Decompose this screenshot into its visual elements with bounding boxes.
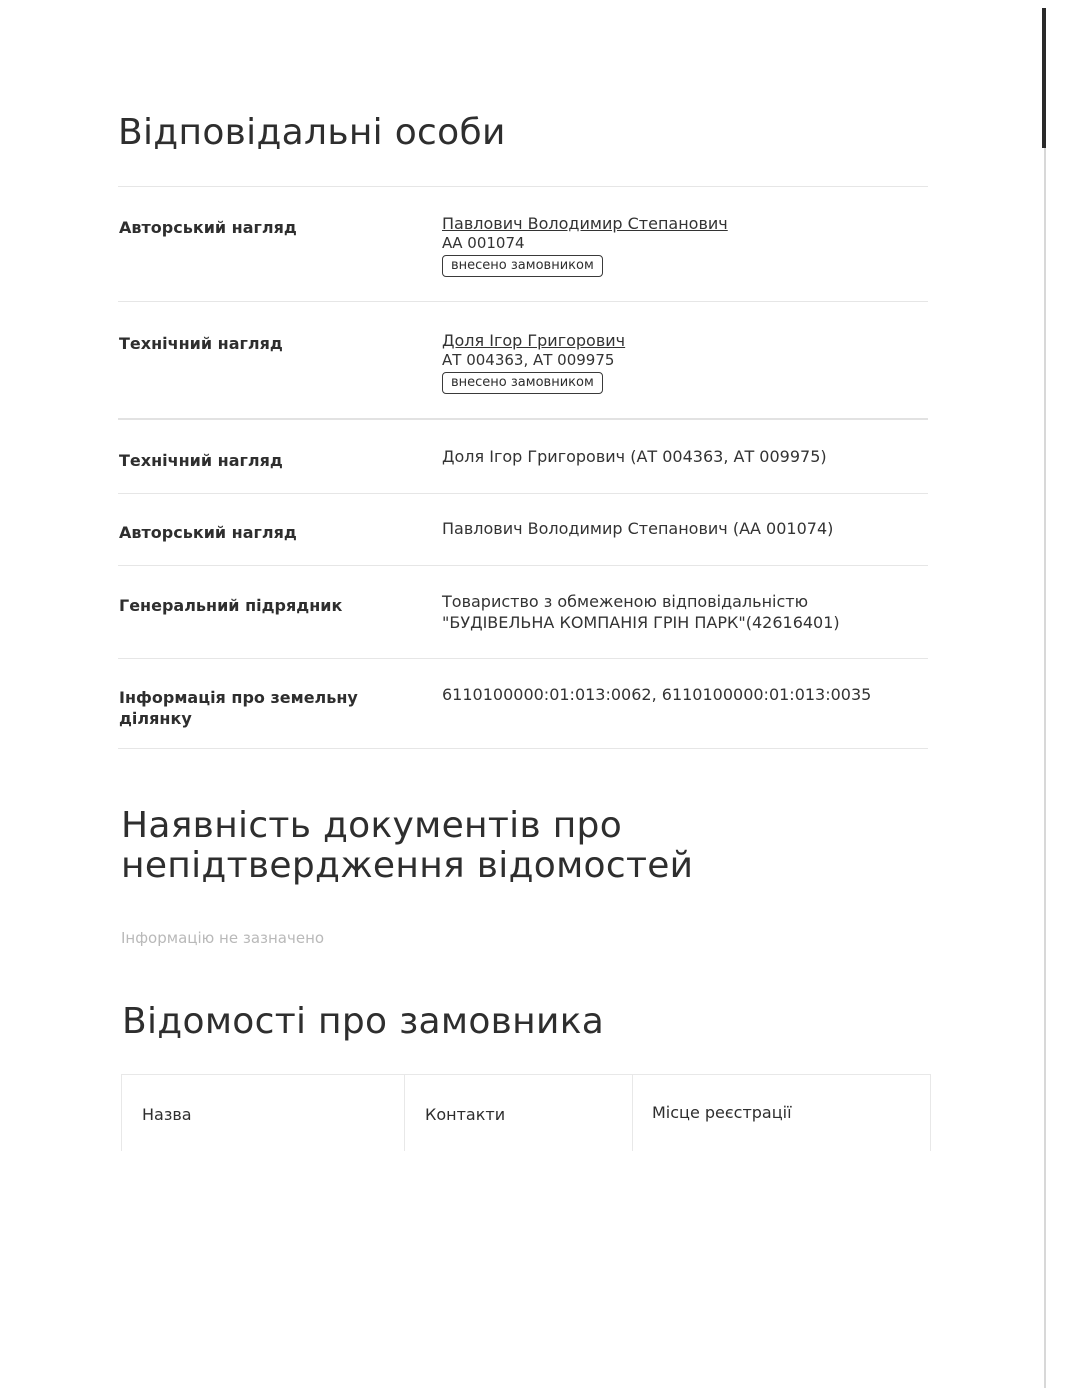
certificate-code: АТ 004363, АТ 009975: [442, 351, 615, 369]
certificate-code: АА 001074: [442, 234, 525, 252]
customer-table: [121, 1074, 931, 1151]
land-plot-label-line-2: ділянку: [119, 709, 192, 728]
column-header-registration: Місце реєстрації: [632, 1075, 930, 1151]
divider: [118, 748, 928, 749]
documents-title-line-1: Наявність документів про: [121, 805, 623, 846]
documents-title-line-2: непідтвердження відомостей: [121, 845, 694, 886]
row-value-author-supervision: Павлович Володимир Степанович (АА 001074): [442, 519, 834, 538]
scan-edge-shadow: [1044, 148, 1046, 1388]
status-badge: внесено замовником: [442, 255, 603, 277]
scan-edge: [1042, 8, 1046, 148]
contractor-line-1: Товариство з обмеженою відповідальністю: [442, 592, 809, 611]
row-label-technical-supervision: Технічний нагляд: [119, 451, 283, 470]
row-label-technical-supervision: Технічний нагляд: [119, 334, 283, 353]
section-title-responsible: Відповідальні особи: [118, 112, 506, 153]
contractor-line-2: "БУДІВЕЛЬНА КОМПАНІЯ ГРІН ПАРК"(42616401): [442, 613, 840, 632]
divider: [118, 493, 928, 494]
row-value-land-plot: 6110100000:01:013:0062, 6110100000:01:013:0035: [442, 685, 872, 704]
empty-state-text: Інформацію не зазначено: [121, 929, 325, 947]
column-header-name: Назва: [142, 1105, 192, 1124]
divider: [118, 565, 928, 566]
section-title-documents: [121, 806, 693, 886]
row-value-general-contractor: [442, 591, 922, 633]
divider: [118, 418, 928, 420]
divider: [118, 301, 928, 302]
land-plot-label-line-1: Інформація про земельну: [119, 688, 358, 707]
section-title-customer: Відомості про замовника: [122, 1001, 605, 1042]
divider: [118, 658, 928, 659]
row-label-author-supervision: Авторський нагляд: [119, 523, 297, 542]
row-value-technical-supervision: Доля Ігор Григорович (АТ 004363, АТ 009975): [442, 447, 827, 466]
divider: [118, 186, 928, 187]
row-value-technical-supervision: [442, 330, 922, 394]
row-label-author-supervision: Авторський нагляд: [119, 218, 297, 237]
column-header-contacts: Контакти: [404, 1075, 632, 1151]
status-badge: внесено замовником: [442, 372, 603, 394]
person-link[interactable]: Павлович Володимир Степанович: [442, 214, 728, 233]
row-value-author-supervision: [442, 213, 922, 277]
row-label-general-contractor: Генеральний підрядник: [119, 596, 343, 615]
person-link[interactable]: Доля Ігор Григорович: [442, 331, 626, 350]
row-label-land-plot: [119, 687, 389, 729]
